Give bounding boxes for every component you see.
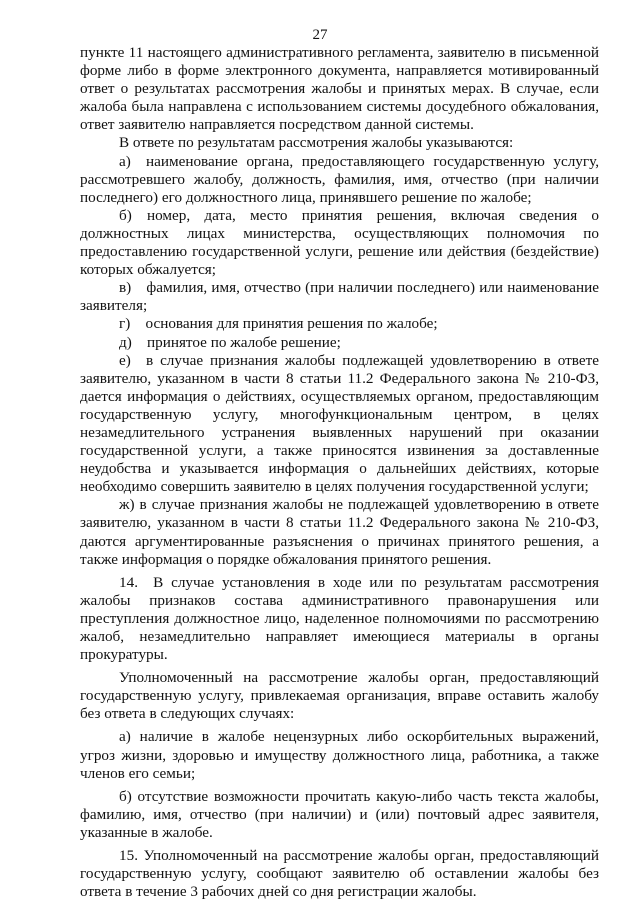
paragraph-14-prosecution: 14. В случае установления в ходе или по результатам рассмотрения жалобы признаков состава административного правонарушения или преступления должностное лицо, наделенное полномочиями по рассмотрению жалоб, незамедлительно направляет имеющиеся материалы в органы прокуратуры.: [80, 573, 599, 664]
list-item-zh-complaint-rejected: ж) в случае признания жалобы не подлежащей удовлетворению в ответе заявителю, указанном в части 8 статьи 11.2 Федерального закона № 210-ФЗ, даются аргументированные разъяснения о причинах принятого решения, а также информация о порядке обжалования принятого решения.: [80, 496, 599, 568]
document-body: [80, 44, 599, 901]
list-item-a-authority-name: а) наименование органа, предоставляющего государственную услугу, рассмотревшего жалобу, должность, фамилия, имя, отчество (при наличии последнего) его должностного лица, принявшего решение по жалобе;: [80, 152, 599, 206]
list-item-d-decision: д) принятое по жалобе решение;: [119, 333, 341, 351]
paragraph-15-notification: 15. Уполномоченный на рассмотрение жалобы орган, предоставляющий государственную услугу, сообщают заявителю об оставлении жалобы без ответа в течение 3 рабочих дней со дня регистрации жалобы.: [80, 847, 599, 901]
paragraph-response-contents-intro: В ответе по результатам рассмотрения жалобы указываются:: [119, 134, 514, 152]
list-item-v-applicant-name: в) фамилия, имя, отчество (при наличии последнего) или наименование заявителя;: [80, 279, 599, 315]
paragraph-leave-without-answer: Уполномоченный на рассмотрение жалобы орган, предоставляющий государственную услугу, привлекаемая организация, вправе оставить жалобу без ответа в следующих случаях:: [80, 669, 599, 723]
paragraph-response-delivery: пункте 11 настоящего административного регламента, заявителю в письменной форме либо в форме электронного документа, направляется мотивированный ответ о результатах рассмотрения жалобы и принятых мерах. В случае, если жалоба была направлена с использованием системы досудебного обжалования, ответ заявителю направляется посредством данной системы.: [80, 44, 599, 134]
list-item-g-decision-grounds: г) основания для принятия решения по жалобе;: [119, 315, 438, 333]
list-item-b-decision-details: б) номер, дата, место принятия решения, включая сведения о должностных лицах министерства, осуществляющих полномочия по предоставлению государственной услуги, решение или действия (бездействие) которых обжалуется;: [80, 206, 599, 279]
page-number: 27: [312, 27, 328, 43]
list-item-a-offensive-language: а) наличие в жалобе нецензурных либо оскорбительных выражений, угроз жизни, здоровью и имуществу должностного лица, работника, а также членов его семьи;: [80, 728, 599, 782]
list-item-b-unreadable-text: б) отсутствие возможности прочитать какую-либо часть текста жалобы, фамилию, имя, отчество (при наличии) и (или) почтовый адрес заявителя, указанные в жалобе.: [80, 787, 599, 841]
list-item-e-complaint-satisfied: е) в случае признания жалобы подлежащей удовлетворению в ответе заявителю, указанном в части 8 статьи 11.2 Федерального закона № 210-ФЗ, дается информация о действиях, осуществляемых органом, предоставляющим государственную услугу, многофункциональным центром, в целях незамедлительного устранения выявленных нарушений при оказании государственной услуги, а также приносятся извинения за доставленные неудобства и указывается информация о дальнейших действиях, которые необходимо совершить заявителю в целях получения государственной услуги;: [80, 351, 599, 496]
